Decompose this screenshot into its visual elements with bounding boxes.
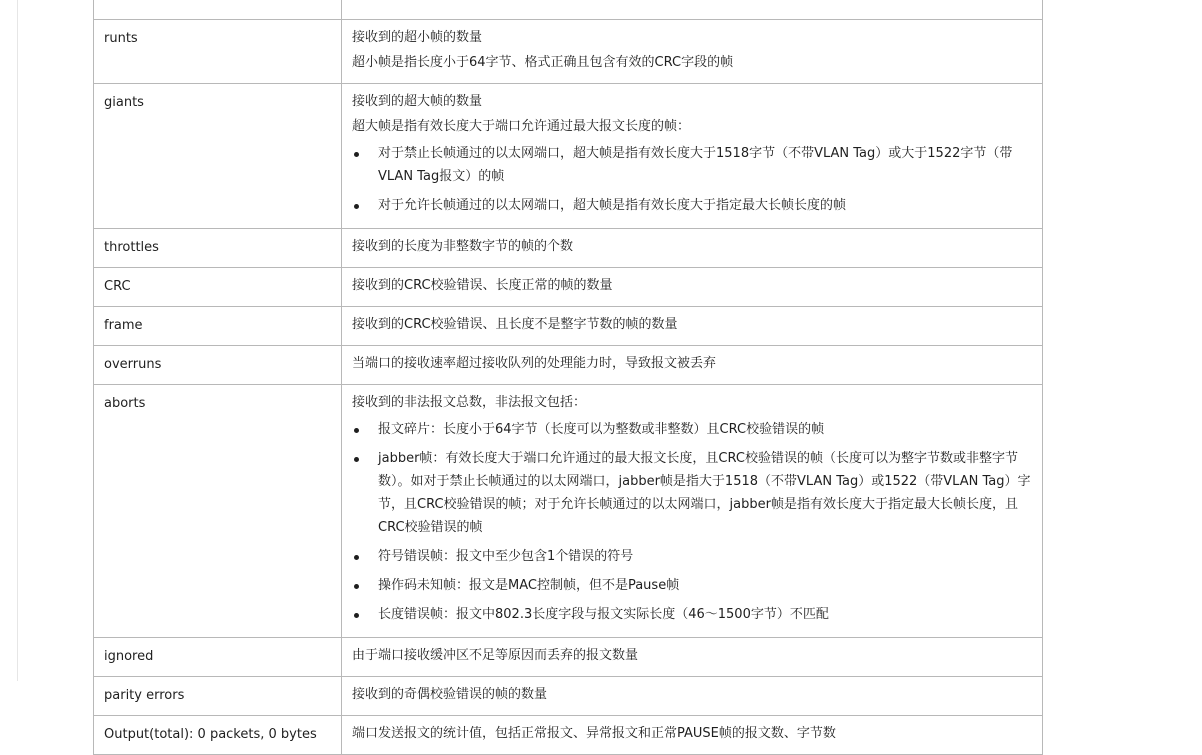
field-name-cell <box>94 677 342 716</box>
table-row <box>94 84 1043 229</box>
field-name-cell <box>94 346 342 385</box>
description-text: 超小帧是指长度小于64字节、格式正确且包含有效的CRC字段的帧 <box>352 55 734 70</box>
table-row <box>94 268 1043 307</box>
description-text: 当端口的接收速率超过接收队列的处理能力时，导致报文被丢弃 <box>352 356 717 371</box>
bullet-dot-icon <box>354 457 359 462</box>
bullet-dot-icon <box>354 204 359 209</box>
bullet-text: 符号错误帧：报文中至少包含1个错误的符号 <box>378 549 634 564</box>
bullet-text: 长度错误帧：报文中802.3长度字段与报文实际长度（46～1500字节）不匹配 <box>378 607 829 622</box>
field-description-table-container <box>93 0 1042 755</box>
bullet-dot-icon <box>354 584 359 589</box>
description-text: 接收到的CRC校验错误、且长度不是整字节数的帧的数量 <box>352 317 678 332</box>
bullet-text: jabber帧：有效长度大于端口允许通过的最大报文长度，且CRC校验错误的帧（长度可以为整字节数或非整字节数）。如对于禁止长帧通过的以太网端口，jabber帧是指大于1518（不带VLAN Tag）或1522（带VLAN Tag）字节，且CRC校验错误的帧；对于允许长帧通过的以太网端口，jabber帧是指有效长度大于指定最大长帧长度，且CRC校验错误的帧 <box>378 451 1031 535</box>
description-text: 接收到的奇偶校验错误的帧的数量 <box>352 687 548 702</box>
field-name-cell <box>94 0 342 20</box>
bullet-item <box>352 447 1034 539</box>
field-name-cell <box>94 716 342 755</box>
table-row <box>94 20 1043 84</box>
field-name-cell <box>94 84 342 229</box>
table-row <box>94 307 1043 346</box>
field-description-cell <box>342 677 1043 716</box>
field-name: ignored <box>104 649 154 664</box>
field-description-cell <box>342 229 1043 268</box>
bullet-dot-icon <box>354 555 359 560</box>
bullet-text: 对于禁止长帧通过的以太网端口，超大帧是指有效长度大于1518字节（不带VLAN Tag）或大于1522字节（带VLAN Tag报文）的帧 <box>378 146 1013 184</box>
field-name: Output(total): 0 packets, 0 bytes <box>104 727 317 742</box>
description-text: 接收到的超小帧的数量 <box>352 30 483 45</box>
bullet-text: 报文碎片：长度小于64字节（长度可以为整数或非整数）且CRC校验错误的帧 <box>378 422 825 437</box>
field-name: parity errors <box>104 688 185 703</box>
field-description-cell <box>342 84 1043 229</box>
field-name-cell <box>94 638 342 677</box>
bullet-item <box>352 574 1034 597</box>
field-name-cell <box>94 307 342 346</box>
field-name-cell <box>94 20 342 84</box>
field-name-cell <box>94 268 342 307</box>
table-row <box>94 385 1043 638</box>
bullet-item <box>352 603 1034 626</box>
field-description-cell <box>342 385 1043 638</box>
table-row <box>94 0 1043 20</box>
description-text: 接收到的长度为非整数字节的帧的个数 <box>352 239 574 254</box>
bullet-dot-icon <box>354 152 359 157</box>
description-text <box>352 0 1034 9</box>
table-row <box>94 716 1043 755</box>
field-name: runts <box>104 31 138 46</box>
field-description-cell <box>342 20 1043 84</box>
bullet-list <box>352 418 1034 626</box>
bullet-item <box>352 194 1034 217</box>
bullet-text: 操作码未知帧：报文是MAC控制帧，但不是Pause帧 <box>378 578 680 593</box>
bullet-dot-icon <box>354 613 359 618</box>
bullet-dot-icon <box>354 428 359 433</box>
field-description-cell <box>342 346 1043 385</box>
field-name: aborts <box>104 396 146 411</box>
field-description-cell <box>342 268 1043 307</box>
field-name: throttles <box>104 240 159 255</box>
page-left-edge <box>17 0 18 681</box>
table-row <box>94 229 1043 268</box>
bullet-text: 对于允许长帧通过的以太网端口，超大帧是指有效长度大于指定最大长帧长度的帧 <box>378 198 847 213</box>
field-name-cell <box>94 229 342 268</box>
bullet-item <box>352 418 1034 441</box>
table-row <box>94 346 1043 385</box>
table-row <box>94 638 1043 677</box>
description-text: 接收到的超大帧的数量 <box>352 94 483 109</box>
bullet-item <box>352 545 1034 568</box>
field-description-cell <box>342 307 1043 346</box>
description-text: 接收到的CRC校验错误、长度正常的帧的数量 <box>352 278 613 293</box>
bullet-item <box>352 142 1034 188</box>
field-name: overruns <box>104 357 162 372</box>
table-body <box>94 0 1043 755</box>
field-description-cell <box>342 716 1043 755</box>
table-row <box>94 677 1043 716</box>
field-description-table <box>93 0 1043 755</box>
field-name-cell <box>94 385 342 638</box>
description-text: 超大帧是指有效长度大于端口允许通过最大报文长度的帧： <box>352 119 691 134</box>
description-text: 接收到的非法报文总数，非法报文包括： <box>352 395 587 410</box>
field-description-cell <box>342 638 1043 677</box>
bullet-list <box>352 142 1034 217</box>
description-text: 由于端口接收缓冲区不足等原因而丢弃的报文数量 <box>352 648 639 663</box>
field-name: frame <box>104 318 143 333</box>
field-name: CRC <box>104 279 131 294</box>
description-text: 端口发送报文的统计值，包括正常报文、异常报文和正常PAUSE帧的报文数、字节数 <box>352 726 836 741</box>
field-name: giants <box>104 95 144 110</box>
field-description-cell <box>342 0 1043 20</box>
